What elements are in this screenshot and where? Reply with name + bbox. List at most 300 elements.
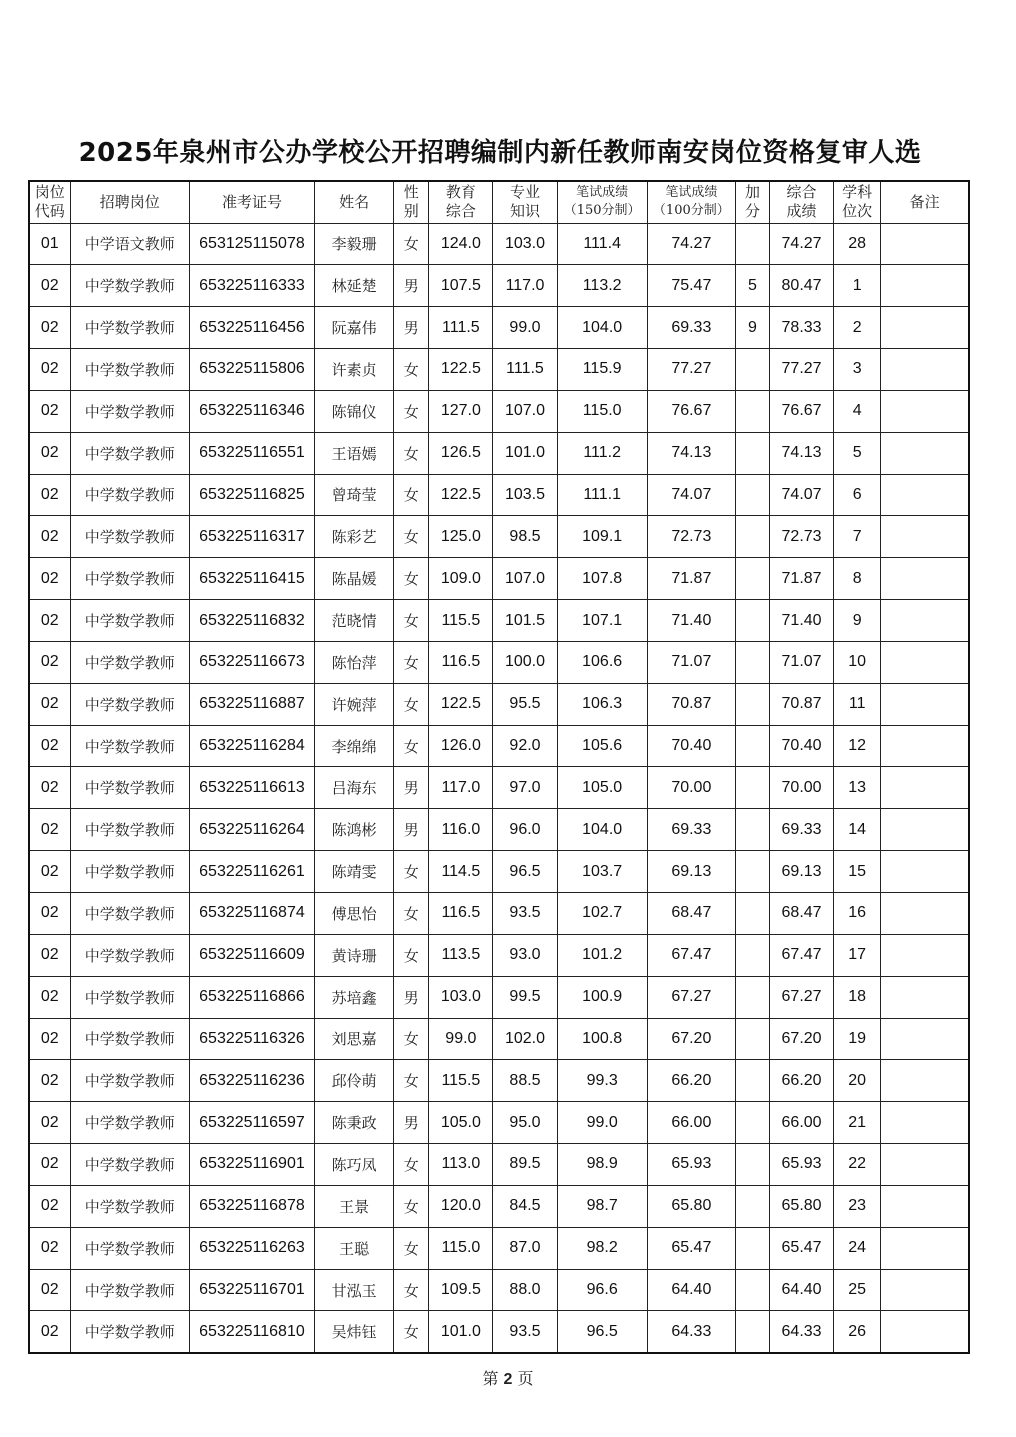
cell-total-score: 71.87 <box>770 558 834 600</box>
cell-education-score: 126.5 <box>429 432 493 474</box>
cell-position: 中学语文教师 <box>70 223 189 265</box>
cell-total-score: 74.07 <box>770 474 834 516</box>
cell-bonus: 5 <box>735 265 769 307</box>
cell-written-150: 111.1 <box>557 474 647 516</box>
cell-gender: 女 <box>394 600 429 642</box>
cell-ticket-number: 653225116456 <box>189 307 314 349</box>
cell-written-150: 99.0 <box>557 1102 647 1144</box>
cell-gender: 男 <box>394 767 429 809</box>
cell-education-score: 122.5 <box>429 349 493 391</box>
table-row <box>29 1018 969 1060</box>
header-ticket-number: 准考证号 <box>189 181 314 223</box>
cell-ticket-number: 653225116613 <box>189 767 314 809</box>
cell-major-score: 87.0 <box>493 1227 557 1269</box>
cell-remark <box>881 934 969 976</box>
cell-total-score: 80.47 <box>770 265 834 307</box>
cell-name: 许素贞 <box>315 349 394 391</box>
cell-name: 李毅珊 <box>315 223 394 265</box>
cell-position: 中学数学教师 <box>70 558 189 600</box>
cell-gender: 女 <box>394 390 429 432</box>
cell-written-100: 74.07 <box>647 474 735 516</box>
cell-written-150: 98.7 <box>557 1185 647 1227</box>
cell-major-score: 89.5 <box>493 1144 557 1186</box>
header-major-score: 专业 知识 <box>493 181 557 223</box>
cell-name: 陈鸿彬 <box>315 809 394 851</box>
cell-position: 中学数学教师 <box>70 349 189 391</box>
cell-total-score: 64.33 <box>770 1311 834 1353</box>
cell-position-code: 02 <box>29 893 70 935</box>
cell-position-code: 02 <box>29 1060 70 1102</box>
table-row <box>29 390 969 432</box>
cell-rank: 10 <box>834 641 881 683</box>
cell-bonus <box>735 767 769 809</box>
cell-written-100: 70.87 <box>647 683 735 725</box>
table-row <box>29 641 969 683</box>
header-bonus: 加 分 <box>735 181 769 223</box>
cell-major-score: 103.0 <box>493 223 557 265</box>
cell-gender: 女 <box>394 725 429 767</box>
cell-bonus <box>735 893 769 935</box>
cell-position-code: 02 <box>29 1269 70 1311</box>
cell-major-score: 101.0 <box>493 432 557 474</box>
cell-name: 陈巧凤 <box>315 1144 394 1186</box>
cell-position-code: 02 <box>29 851 70 893</box>
cell-gender: 女 <box>394 1311 429 1353</box>
cell-ticket-number: 653225116673 <box>189 641 314 683</box>
cell-gender: 女 <box>394 683 429 725</box>
cell-written-150: 101.2 <box>557 934 647 976</box>
cell-written-150: 107.8 <box>557 558 647 600</box>
cell-position-code: 02 <box>29 934 70 976</box>
cell-remark <box>881 432 969 474</box>
cell-position: 中学数学教师 <box>70 1269 189 1311</box>
cell-remark <box>881 851 969 893</box>
cell-name: 吕海东 <box>315 767 394 809</box>
header-written-100: 笔试成绩 （100分制） <box>647 181 735 223</box>
cell-total-score: 71.40 <box>770 600 834 642</box>
cell-position-code: 02 <box>29 976 70 1018</box>
cell-position-code: 02 <box>29 600 70 642</box>
cell-name: 刘思嘉 <box>315 1018 394 1060</box>
cell-written-150: 100.9 <box>557 976 647 1018</box>
cell-remark <box>881 265 969 307</box>
cell-major-score: 107.0 <box>493 558 557 600</box>
cell-bonus <box>735 851 769 893</box>
cell-written-150: 115.0 <box>557 390 647 432</box>
cell-rank: 22 <box>834 1144 881 1186</box>
cell-major-score: 84.5 <box>493 1185 557 1227</box>
cell-position-code: 02 <box>29 641 70 683</box>
cell-ticket-number: 653225116317 <box>189 516 314 558</box>
cell-written-100: 69.33 <box>647 809 735 851</box>
cell-bonus <box>735 641 769 683</box>
cell-gender: 女 <box>394 893 429 935</box>
cell-position: 中学数学教师 <box>70 851 189 893</box>
cell-ticket-number: 653225116825 <box>189 474 314 516</box>
cell-ticket-number: 653225116415 <box>189 558 314 600</box>
cell-name: 苏培鑫 <box>315 976 394 1018</box>
cell-remark <box>881 809 969 851</box>
cell-education-score: 107.5 <box>429 265 493 307</box>
cell-remark <box>881 1102 969 1144</box>
cell-total-score: 65.47 <box>770 1227 834 1269</box>
cell-written-100: 71.87 <box>647 558 735 600</box>
cell-ticket-number: 653225116878 <box>189 1185 314 1227</box>
cell-education-score: 113.5 <box>429 934 493 976</box>
cell-written-150: 102.7 <box>557 893 647 935</box>
cell-total-score: 72.73 <box>770 516 834 558</box>
cell-position-code: 02 <box>29 1102 70 1144</box>
cell-written-100: 77.27 <box>647 349 735 391</box>
cell-education-score: 126.0 <box>429 725 493 767</box>
cell-position: 中学数学教师 <box>70 1018 189 1060</box>
cell-remark <box>881 1227 969 1269</box>
cell-position: 中学数学教师 <box>70 1144 189 1186</box>
cell-name: 邱伶萌 <box>315 1060 394 1102</box>
cell-remark <box>881 390 969 432</box>
cell-rank: 2 <box>834 307 881 349</box>
cell-gender: 女 <box>394 1227 429 1269</box>
header-remark: 备注 <box>881 181 969 223</box>
cell-position: 中学数学教师 <box>70 809 189 851</box>
cell-education-score: 109.5 <box>429 1269 493 1311</box>
table-row <box>29 558 969 600</box>
cell-position-code: 02 <box>29 809 70 851</box>
cell-remark <box>881 1269 969 1311</box>
cell-total-score: 69.13 <box>770 851 834 893</box>
cell-total-score: 69.33 <box>770 809 834 851</box>
cell-written-150: 103.7 <box>557 851 647 893</box>
cell-rank: 8 <box>834 558 881 600</box>
cell-position: 中学数学教师 <box>70 432 189 474</box>
cell-name: 甘泓玉 <box>315 1269 394 1311</box>
table-row <box>29 223 969 265</box>
cell-gender: 女 <box>394 1018 429 1060</box>
cell-rank: 17 <box>834 934 881 976</box>
cell-name: 陈锦仪 <box>315 390 394 432</box>
cell-bonus <box>735 558 769 600</box>
cell-total-score: 70.00 <box>770 767 834 809</box>
cell-written-100: 66.20 <box>647 1060 735 1102</box>
cell-ticket-number: 653225116810 <box>189 1311 314 1353</box>
cell-remark <box>881 641 969 683</box>
cell-ticket-number: 653225116597 <box>189 1102 314 1144</box>
cell-education-score: 115.5 <box>429 600 493 642</box>
cell-gender: 女 <box>394 516 429 558</box>
cell-education-score: 124.0 <box>429 223 493 265</box>
cell-name: 许婉萍 <box>315 683 394 725</box>
cell-total-score: 67.20 <box>770 1018 834 1060</box>
cell-gender: 女 <box>394 934 429 976</box>
cell-gender: 女 <box>394 349 429 391</box>
table-header-row <box>29 181 969 223</box>
cell-position-code: 02 <box>29 767 70 809</box>
cell-position: 中学数学教师 <box>70 1185 189 1227</box>
cell-position: 中学数学教师 <box>70 976 189 1018</box>
table-row <box>29 767 969 809</box>
cell-written-100: 69.33 <box>647 307 735 349</box>
table-row <box>29 349 969 391</box>
cell-major-score: 92.0 <box>493 725 557 767</box>
cell-education-score: 117.0 <box>429 767 493 809</box>
cell-position-code: 02 <box>29 474 70 516</box>
cell-position: 中学数学教师 <box>70 767 189 809</box>
cell-written-150: 107.1 <box>557 600 647 642</box>
cell-rank: 16 <box>834 893 881 935</box>
cell-gender: 女 <box>394 1269 429 1311</box>
cell-position-code: 02 <box>29 265 70 307</box>
cell-name: 陈怡萍 <box>315 641 394 683</box>
cell-education-score: 116.0 <box>429 809 493 851</box>
cell-ticket-number: 653225116236 <box>189 1060 314 1102</box>
table-row <box>29 1311 969 1353</box>
cell-written-100: 65.47 <box>647 1227 735 1269</box>
cell-written-150: 106.6 <box>557 641 647 683</box>
cell-remark <box>881 1185 969 1227</box>
cell-position: 中学数学教师 <box>70 474 189 516</box>
cell-major-score: 88.5 <box>493 1060 557 1102</box>
cell-education-score: 114.5 <box>429 851 493 893</box>
cell-written-150: 111.2 <box>557 432 647 474</box>
cell-remark <box>881 1060 969 1102</box>
cell-written-100: 64.40 <box>647 1269 735 1311</box>
cell-total-score: 70.40 <box>770 725 834 767</box>
cell-written-100: 67.20 <box>647 1018 735 1060</box>
cell-bonus <box>735 976 769 1018</box>
cell-major-score: 117.0 <box>493 265 557 307</box>
cell-written-100: 74.13 <box>647 432 735 474</box>
cell-remark <box>881 223 969 265</box>
table-row <box>29 1102 969 1144</box>
header-total-score: 综合 成绩 <box>770 181 834 223</box>
cell-education-score: 111.5 <box>429 307 493 349</box>
cell-major-score: 103.5 <box>493 474 557 516</box>
table-row <box>29 600 969 642</box>
cell-written-150: 100.8 <box>557 1018 647 1060</box>
cell-bonus <box>735 1060 769 1102</box>
cell-bonus <box>735 600 769 642</box>
cell-education-score: 115.0 <box>429 1227 493 1269</box>
table-row <box>29 893 969 935</box>
cell-rank: 7 <box>834 516 881 558</box>
header-education-score: 教育 综合 <box>429 181 493 223</box>
cell-bonus <box>735 1144 769 1186</box>
cell-ticket-number: 653225116264 <box>189 809 314 851</box>
cell-major-score: 111.5 <box>493 349 557 391</box>
cell-major-score: 93.5 <box>493 1311 557 1353</box>
cell-rank: 3 <box>834 349 881 391</box>
cell-bonus <box>735 432 769 474</box>
cell-total-score: 64.40 <box>770 1269 834 1311</box>
cell-rank: 20 <box>834 1060 881 1102</box>
cell-gender: 女 <box>394 641 429 683</box>
cell-written-150: 104.0 <box>557 809 647 851</box>
cell-remark <box>881 349 969 391</box>
table-row <box>29 683 969 725</box>
cell-bonus <box>735 1102 769 1144</box>
cell-written-150: 98.2 <box>557 1227 647 1269</box>
cell-total-score: 66.00 <box>770 1102 834 1144</box>
cell-written-150: 99.3 <box>557 1060 647 1102</box>
header-written-150: 笔试成绩 （150分制） <box>557 181 647 223</box>
cell-gender: 女 <box>394 223 429 265</box>
cell-rank: 28 <box>834 223 881 265</box>
cell-rank: 21 <box>834 1102 881 1144</box>
cell-remark <box>881 600 969 642</box>
cell-total-score: 66.20 <box>770 1060 834 1102</box>
cell-rank: 5 <box>834 432 881 474</box>
cell-remark <box>881 976 969 1018</box>
cell-rank: 23 <box>834 1185 881 1227</box>
cell-major-score: 98.5 <box>493 516 557 558</box>
cell-major-score: 100.0 <box>493 641 557 683</box>
table-row <box>29 1227 969 1269</box>
cell-name: 范晓情 <box>315 600 394 642</box>
cell-major-score: 88.0 <box>493 1269 557 1311</box>
cell-ticket-number: 653125115078 <box>189 223 314 265</box>
cell-bonus <box>735 683 769 725</box>
cell-rank: 19 <box>834 1018 881 1060</box>
cell-ticket-number: 653225116284 <box>189 725 314 767</box>
cell-written-100: 75.47 <box>647 265 735 307</box>
cell-gender: 女 <box>394 558 429 600</box>
cell-written-100: 71.07 <box>647 641 735 683</box>
cell-ticket-number: 653225116261 <box>189 851 314 893</box>
cell-written-100: 76.67 <box>647 390 735 432</box>
cell-gender: 女 <box>394 1185 429 1227</box>
cell-position: 中学数学教师 <box>70 1311 189 1353</box>
cell-rank: 1 <box>834 265 881 307</box>
table-row <box>29 725 969 767</box>
cell-position-code: 02 <box>29 558 70 600</box>
cell-position-code: 02 <box>29 1311 70 1353</box>
document-title: 2025年泉州市公办学校公开招聘编制内新任教师南安岗位资格复审人选 <box>78 138 922 168</box>
cell-position: 中学数学教师 <box>70 683 189 725</box>
cell-written-100: 71.40 <box>647 600 735 642</box>
cell-remark <box>881 516 969 558</box>
cell-written-150: 98.9 <box>557 1144 647 1186</box>
cell-position-code: 02 <box>29 1144 70 1186</box>
cell-written-100: 65.80 <box>647 1185 735 1227</box>
cell-written-100: 64.33 <box>647 1311 735 1353</box>
cell-position: 中学数学教师 <box>70 1060 189 1102</box>
cell-written-100: 67.27 <box>647 976 735 1018</box>
cell-ticket-number: 653225116866 <box>189 976 314 1018</box>
cell-major-score: 101.5 <box>493 600 557 642</box>
cell-written-150: 96.5 <box>557 1311 647 1353</box>
cell-position: 中学数学教师 <box>70 600 189 642</box>
cell-position: 中学数学教师 <box>70 1102 189 1144</box>
table-row <box>29 976 969 1018</box>
cell-gender: 男 <box>394 265 429 307</box>
cell-written-100: 70.00 <box>647 767 735 809</box>
cell-position: 中学数学教师 <box>70 390 189 432</box>
cell-position-code: 02 <box>29 1018 70 1060</box>
cell-ticket-number: 653225116701 <box>189 1269 314 1311</box>
cell-major-score: 96.0 <box>493 809 557 851</box>
cell-written-100: 68.47 <box>647 893 735 935</box>
cell-rank: 4 <box>834 390 881 432</box>
candidate-score-table <box>28 180 970 1354</box>
cell-education-score: 115.5 <box>429 1060 493 1102</box>
cell-written-100: 65.93 <box>647 1144 735 1186</box>
cell-written-150: 115.9 <box>557 349 647 391</box>
cell-education-score: 127.0 <box>429 390 493 432</box>
cell-remark <box>881 558 969 600</box>
cell-remark <box>881 683 969 725</box>
cell-rank: 9 <box>834 600 881 642</box>
cell-rank: 14 <box>834 809 881 851</box>
table-row <box>29 851 969 893</box>
cell-name: 陈彩艺 <box>315 516 394 558</box>
cell-written-150: 113.2 <box>557 265 647 307</box>
cell-major-score: 99.5 <box>493 976 557 1018</box>
cell-gender: 女 <box>394 474 429 516</box>
cell-name: 傅思怡 <box>315 893 394 935</box>
cell-name: 黄诗珊 <box>315 934 394 976</box>
cell-gender: 女 <box>394 1060 429 1102</box>
cell-remark <box>881 307 969 349</box>
cell-gender: 女 <box>394 851 429 893</box>
cell-total-score: 67.27 <box>770 976 834 1018</box>
cell-education-score: 101.0 <box>429 1311 493 1353</box>
cell-position: 中学数学教师 <box>70 725 189 767</box>
table-row <box>29 1144 969 1186</box>
cell-major-score: 99.0 <box>493 307 557 349</box>
cell-education-score: 109.0 <box>429 558 493 600</box>
cell-education-score: 125.0 <box>429 516 493 558</box>
cell-ticket-number: 653225116551 <box>189 432 314 474</box>
cell-total-score: 67.47 <box>770 934 834 976</box>
cell-major-score: 107.0 <box>493 390 557 432</box>
cell-remark <box>881 1018 969 1060</box>
cell-name: 李绵绵 <box>315 725 394 767</box>
table-row <box>29 516 969 558</box>
cell-position-code: 02 <box>29 725 70 767</box>
cell-name: 吴炜钰 <box>315 1311 394 1353</box>
cell-written-100: 66.00 <box>647 1102 735 1144</box>
cell-rank: 18 <box>834 976 881 1018</box>
cell-total-score: 74.27 <box>770 223 834 265</box>
cell-remark <box>881 767 969 809</box>
cell-gender: 男 <box>394 1102 429 1144</box>
cell-gender: 男 <box>394 976 429 1018</box>
cell-bonus <box>735 390 769 432</box>
cell-remark <box>881 893 969 935</box>
cell-ticket-number: 653225116263 <box>189 1227 314 1269</box>
cell-name: 林延楚 <box>315 265 394 307</box>
table-row <box>29 1269 969 1311</box>
cell-bonus <box>735 349 769 391</box>
cell-name: 陈靖雯 <box>315 851 394 893</box>
cell-ticket-number: 653225116901 <box>189 1144 314 1186</box>
cell-ticket-number: 653225116326 <box>189 1018 314 1060</box>
cell-total-score: 70.87 <box>770 683 834 725</box>
cell-bonus <box>735 1311 769 1353</box>
cell-gender: 男 <box>394 809 429 851</box>
cell-position-code: 02 <box>29 307 70 349</box>
cell-rank: 24 <box>834 1227 881 1269</box>
cell-ticket-number: 653225116887 <box>189 683 314 725</box>
cell-written-150: 104.0 <box>557 307 647 349</box>
cell-education-score: 116.5 <box>429 893 493 935</box>
cell-written-150: 96.6 <box>557 1269 647 1311</box>
table-row <box>29 265 969 307</box>
cell-name: 王聪 <box>315 1227 394 1269</box>
cell-bonus <box>735 809 769 851</box>
cell-position: 中学数学教师 <box>70 516 189 558</box>
cell-gender: 男 <box>394 307 429 349</box>
